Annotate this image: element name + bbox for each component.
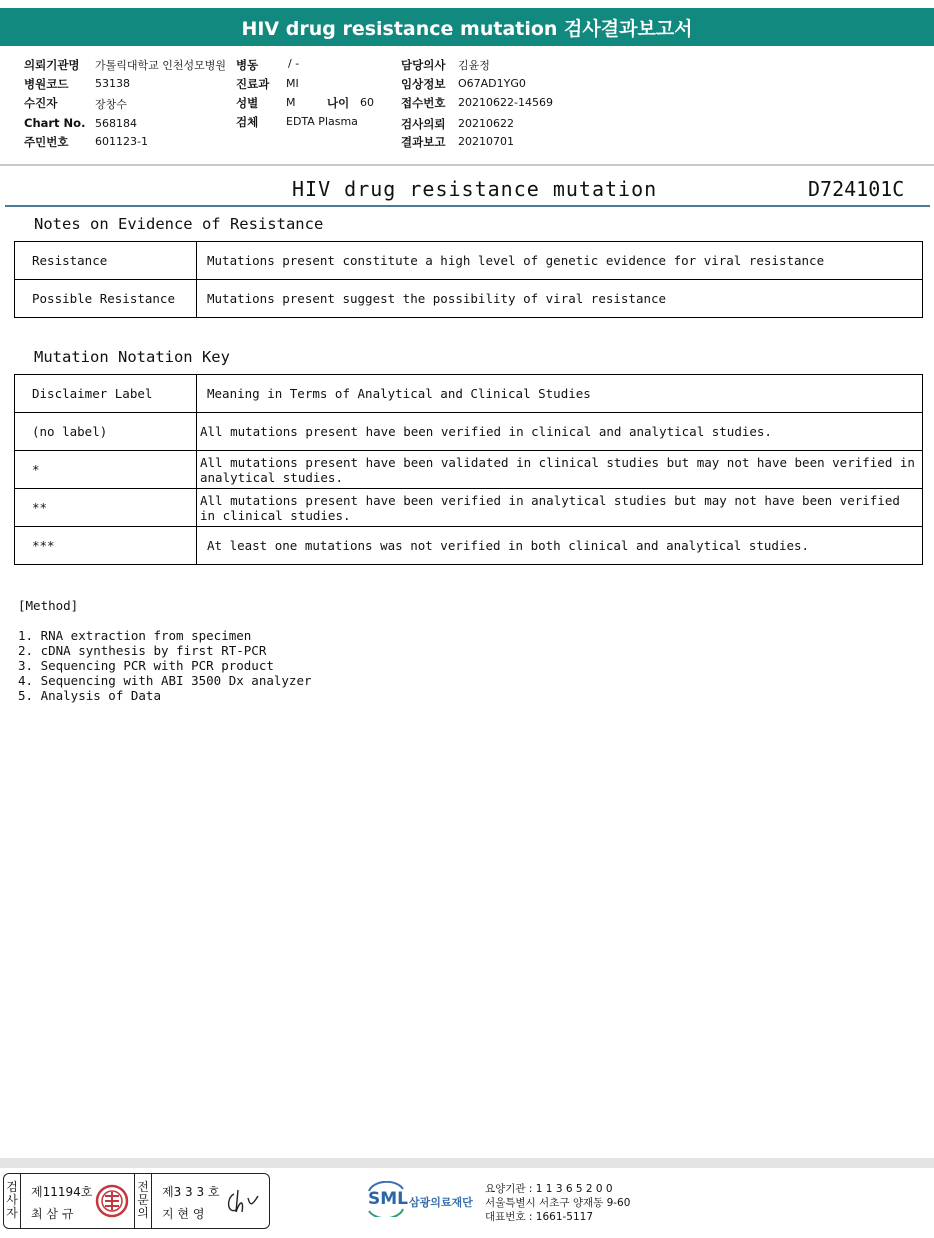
- seal-stamp-icon: [95, 1184, 129, 1218]
- request-date-label: 검사의뢰: [401, 117, 446, 131]
- table-row: [15, 242, 923, 280]
- clinical-info-label: 임상정보: [401, 77, 446, 91]
- receipt-no-label: 접수번호: [401, 96, 446, 110]
- org-name: 삼광의료재단: [409, 1196, 473, 1209]
- title-divider: [5, 205, 930, 207]
- evidence-heading: Notes on Evidence of Resistance: [34, 215, 324, 233]
- notation-label: Disclaimer Label: [15, 375, 197, 413]
- cell-divider: [151, 1174, 152, 1228]
- notation-text: All mutations present have been verified in analytical studies but may not have been verified in clinical studies.: [197, 489, 923, 527]
- notation-text: Meaning in Terms of Analytical and Clinical Studies: [197, 375, 923, 413]
- hospital-code-label: 병원코드: [24, 77, 69, 91]
- header-divider: [0, 164, 934, 166]
- specialist-license: 제3 3 3 호: [162, 1185, 220, 1199]
- department-label: 진료과: [236, 77, 270, 91]
- ward-value: / -: [288, 57, 300, 70]
- footer-divider: [0, 1158, 934, 1168]
- notation-label: (no label): [15, 413, 197, 451]
- institution-label: 의뢰기관명: [24, 58, 80, 72]
- evidence-label: Possible Resistance: [15, 280, 197, 318]
- doctor-value: 김윤정: [458, 59, 490, 72]
- org-phone: 대표번호 : 1661-5117: [485, 1211, 594, 1223]
- table-row: [15, 489, 923, 527]
- notation-label: *: [15, 451, 197, 489]
- chart-no-value: 568184: [95, 117, 137, 130]
- sex-label: 성별: [236, 96, 259, 110]
- inspector-license: 제11194호: [31, 1185, 93, 1199]
- signature-icon: [224, 1186, 262, 1218]
- method-step: 3. Sequencing PCR with PCR product: [18, 658, 274, 673]
- report-banner: [0, 8, 934, 46]
- evidence-label: Resistance: [15, 242, 197, 280]
- inspector-caption: 검 사 자: [6, 1180, 18, 1220]
- resident-no-value: 601123-1: [95, 135, 148, 148]
- evidence-text: Mutations present constitute a high level of genetic evidence for viral resistance: [197, 242, 923, 280]
- notation-label: **: [15, 489, 197, 527]
- report-date-value: 20210701: [458, 135, 514, 148]
- chart-no-label: Chart No.: [24, 116, 86, 130]
- department-value: MI: [286, 77, 299, 90]
- doctor-label: 담당의사: [401, 58, 446, 72]
- cell-divider: [134, 1174, 135, 1228]
- evidence-table: [14, 241, 923, 318]
- report-date-label: 결과보고: [401, 135, 446, 149]
- cell-divider: [20, 1174, 21, 1228]
- specialist-caption: 전 문 의: [137, 1180, 149, 1220]
- org-logo-text: SML: [368, 1189, 408, 1209]
- notation-table: [14, 374, 923, 565]
- age-label: 나이: [327, 96, 350, 110]
- institution-value: 가톨릭대학교 인천성모병원: [95, 59, 227, 72]
- hospital-code-value: 53138: [95, 77, 130, 90]
- table-row: [15, 280, 923, 318]
- table-row: [15, 527, 923, 565]
- table-row: [15, 413, 923, 451]
- table-row: [15, 375, 923, 413]
- specialist-name: 지 현 영: [162, 1207, 205, 1221]
- ward-label: 병동: [236, 58, 259, 72]
- patient-value: 장창수: [95, 98, 127, 111]
- notation-label: ***: [15, 527, 197, 565]
- method-step: 5. Analysis of Data: [18, 688, 161, 703]
- age-value: 60: [360, 96, 374, 109]
- specimen-value: EDTA Plasma: [286, 115, 358, 128]
- report-title: HIV drug resistance mutation: [292, 177, 658, 201]
- notation-heading: Mutation Notation Key: [34, 348, 230, 366]
- method-step: 1. RNA extraction from specimen: [18, 628, 252, 643]
- org-code: 요양기관 : 1 1 3 6 5 2 0 0: [485, 1183, 613, 1195]
- banner-title: HIV drug resistance mutation 검사결과보고서: [241, 17, 693, 40]
- sex-value: M: [286, 96, 296, 109]
- report-code: D724101C: [808, 177, 905, 201]
- method-step: 4. Sequencing with ABI 3500 Dx analyzer: [18, 673, 312, 688]
- method-list: [18, 628, 312, 703]
- evidence-text: Mutations present suggest the possibility of viral resistance: [197, 280, 923, 318]
- notation-text: All mutations present have been validated in clinical studies but may not have been verified in analytical studies.: [197, 451, 923, 489]
- specimen-label: 검체: [236, 115, 259, 129]
- request-date-value: 20210622: [458, 117, 514, 130]
- inspector-name: 최 삼 규: [31, 1207, 74, 1221]
- signature-box: [3, 1173, 270, 1229]
- patient-label: 수진자: [24, 96, 58, 110]
- receipt-no-value: 20210622-14569: [458, 96, 553, 109]
- table-row: [15, 451, 923, 489]
- org-address: 서울특별시 서초구 양재동 9-60: [485, 1197, 631, 1209]
- notation-text: All mutations present have been verified in clinical and analytical studies.: [197, 413, 923, 451]
- method-heading: [Method]: [18, 598, 79, 613]
- clinical-info-value: O67AD1YG0: [458, 77, 526, 90]
- method-step: 2. cDNA synthesis by first RT-PCR: [18, 643, 267, 658]
- notation-text: At least one mutations was not verified in both clinical and analytical studies.: [197, 527, 923, 565]
- resident-no-label: 주민번호: [24, 135, 69, 149]
